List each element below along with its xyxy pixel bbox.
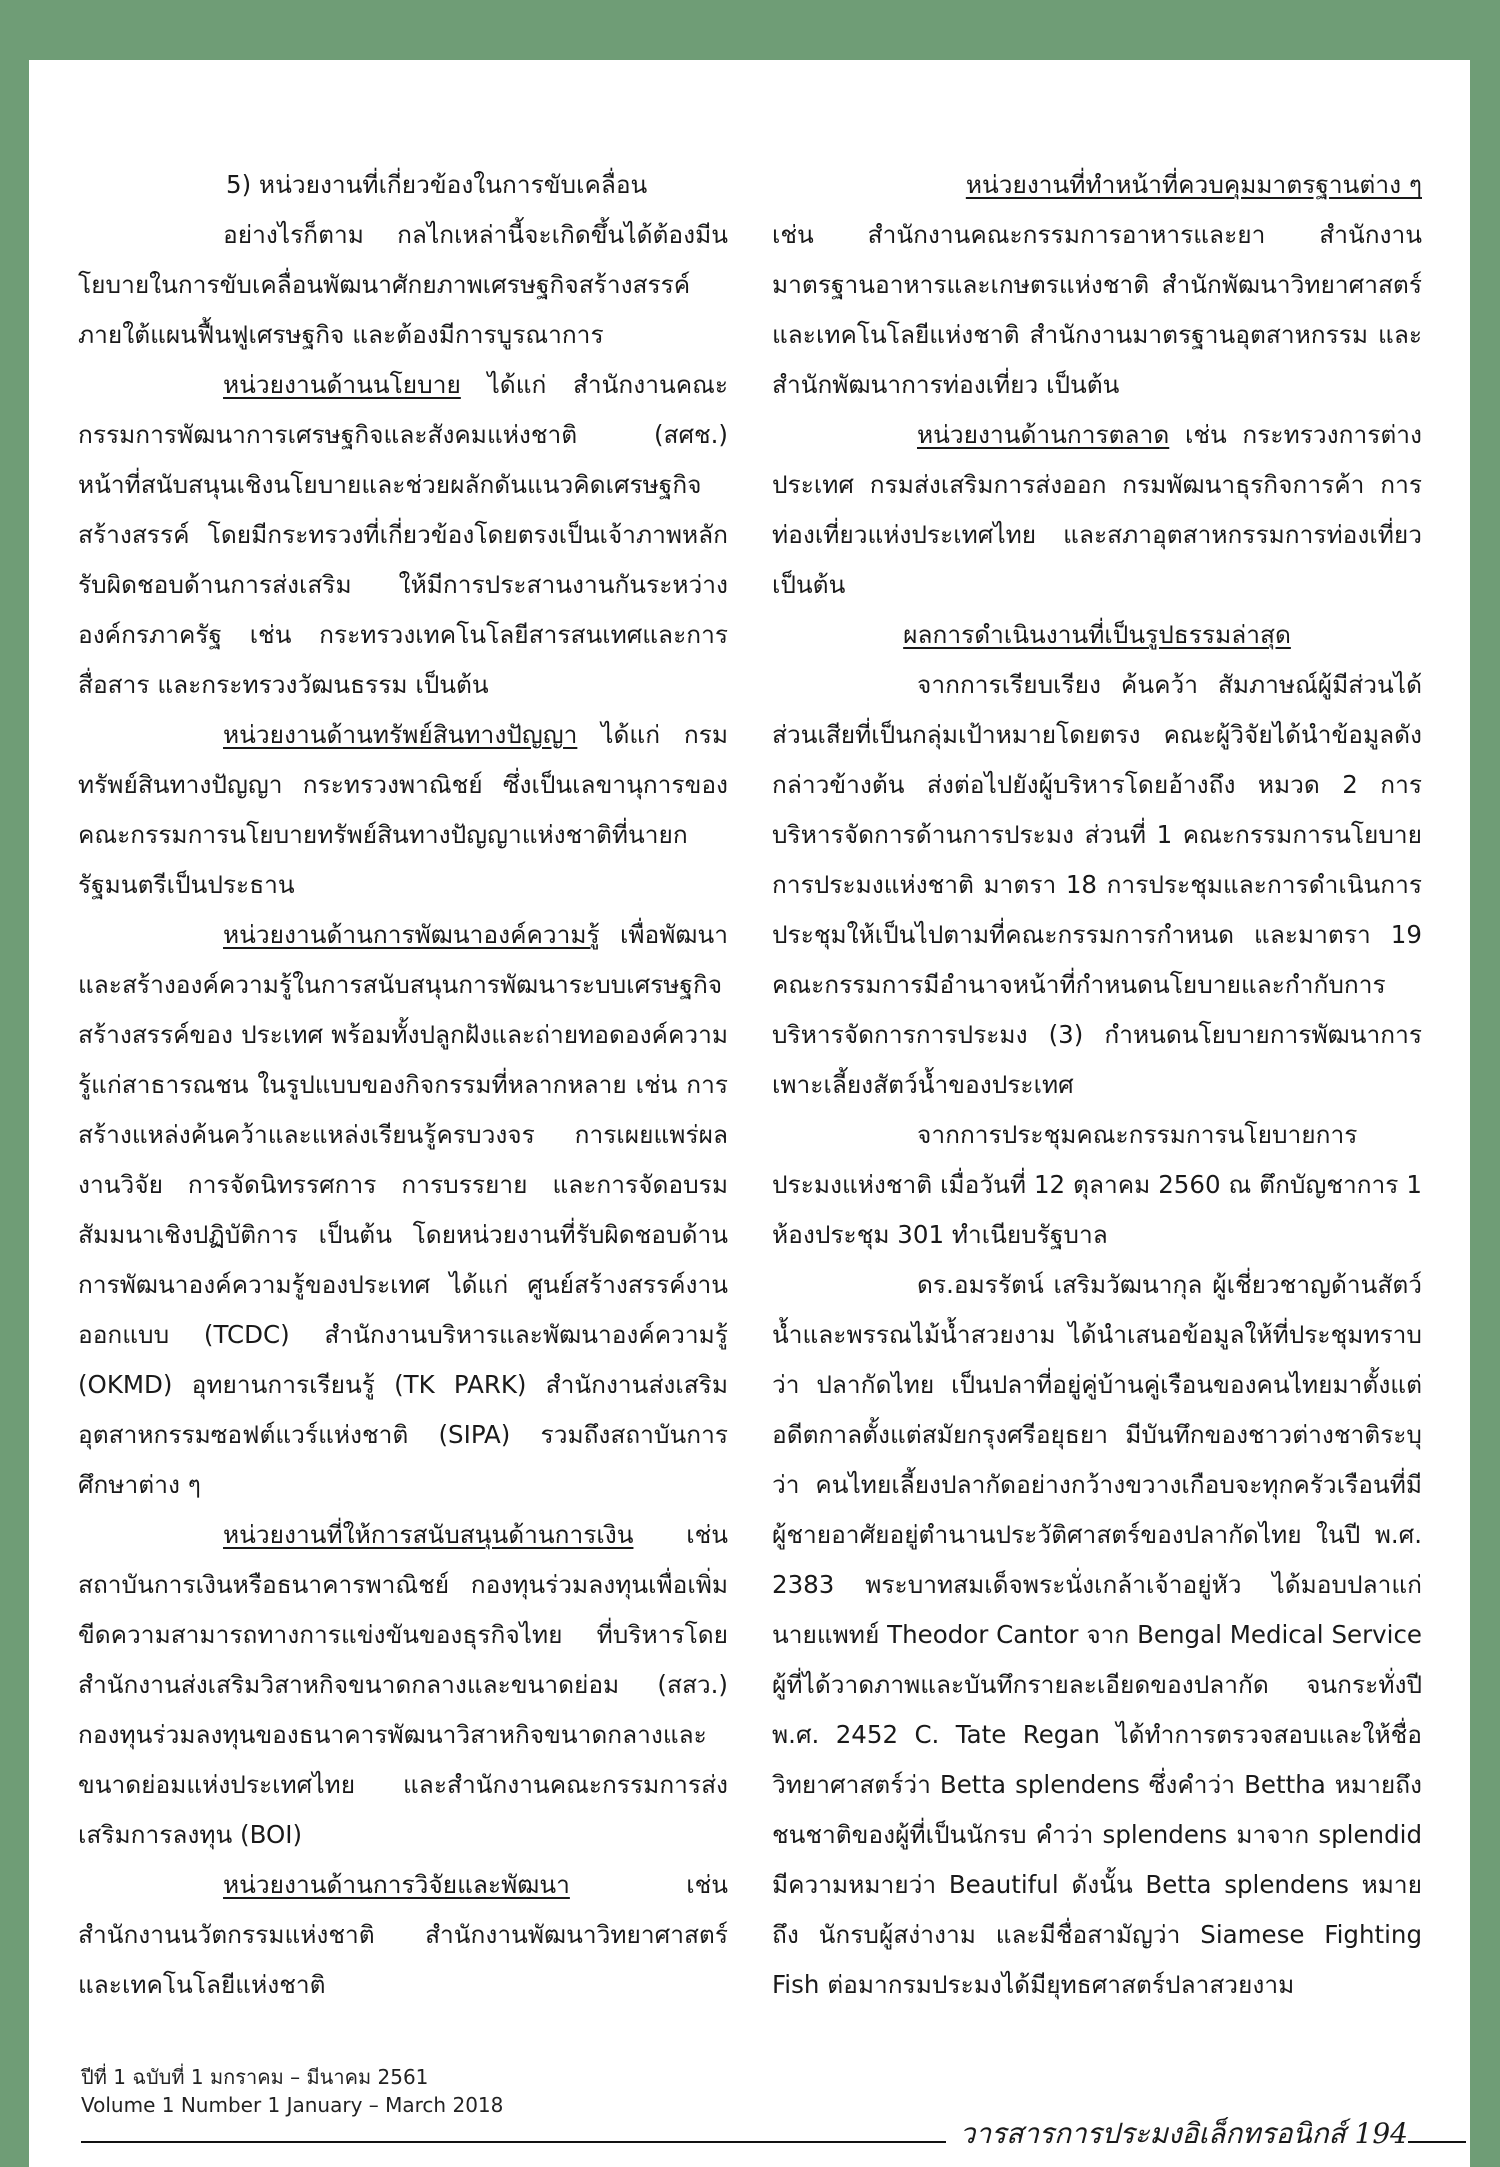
paragraph-text: เช่น สำนักงานนวัตกรรมแห่งชาติ สำนักงานพัฒนาวิทยาศาสตร์และเทคโนโลยีแห่งชาติ xyxy=(78,1870,728,1999)
inline-heading: หน่วยงานด้านการพัฒนาองค์ความรู้ xyxy=(223,920,600,949)
body-paragraph: จากการประชุมคณะกรรมการนโยบายการประมงแห่งชาติ เมื่อวันที่ 12 ตุลาคม 2560 ณ ตึกบัญชาการ 1 ห้องประชุม 301 ทำเนียบรัฐบาล xyxy=(772,1120,1422,1249)
paragraph-text: เช่น สถาบันการเงินหรือธนาคารพาณิชย์ กองทุนร่วมลงทุนเพื่อเพิ่มขีดความสามารถทางการแข่งขันของธุรกิจไทย ที่บริหารโดยสำนักงานส่งเสริมวิสาหกิจขนาดกลางและขนาดย่อม (สสว.) กองทุนร่วมลงทุนของธนาคารพัฒนาวิสาหกิจขนาดกลางและขนาดย่อมแห่งประเทศไทย และสำนักงานคณะกรรมการส่งเสริมการลงทุน (BOI) xyxy=(78,1520,728,1849)
heading-paragraph xyxy=(772,410,1422,610)
paragraph-text: ได้แก่ สำนักงานคณะกรรมการพัฒนาการเศรษฐกิจและสังคมแห่งชาติ (สศช.) หน้าที่สนับสนุนเชิงนโยบายและช่วยผลักดันแนวคิดเศรษฐกิจสร้างสรรค์ โดยมีกระทรวงที่เกี่ยวข้องโดยตรงเป็นเจ้าภาพหลักรับผิดชอบด้านการส่งเสริม ให้มีการประสานงานกันระหว่างองค์กรภาครัฐ เช่น กระทรวงเทคโนโลยีสารสนเทศและการสื่อสาร และกระทรวงวัฒนธรรม เป็นต้น xyxy=(78,370,728,699)
section-heading-text: ผลการดำเนินงานที่เป็นรูปธรรมล่าสุด xyxy=(903,620,1291,649)
inline-heading: หน่วยงานที่ให้การสนับสนุนด้านการเงิน xyxy=(223,1520,634,1549)
section-heading-text: หน่วยงานที่ทำหน้าที่ควบคุมมาตรฐานต่าง ๆ xyxy=(965,170,1422,199)
footer-issue-thai: ปีที่ 1 ฉบับที่ 1 มกราคม – มีนาคม 2561 xyxy=(81,2065,429,2089)
paragraph-text: ได้แก่ กรมทรัพย์สินทางปัญญา กระทรวงพาณิชย์ ซึ่งเป็นเลขานุการของคณะกรรมการนโยบายทรัพย์สินทางปัญญาแห่งชาติที่นายก รัฐมนตรีเป็นประธาน xyxy=(78,720,728,899)
body-paragraph: ดร.อมรรัตน์ เสริมวัฒนากุล ผู้เชี่ยวชาญด้านสัตว์น้ำและพรรณไม้น้ำสวยงาม ได้นำเสนอข้อมูลให้ที่ประชุมทราบว่า ปลากัดไทย เป็นปลาที่อยู่คู่บ้านคู่เรือนของคนไทยมาตั้งแต่อดีตกาลตั้งแต่สมัยกรุงศรีอยุธยา มีบันทึกของชาวต่างชาติระบุว่า คนไทยเลี้ยงปลากัดอย่างกว้างขวางเกือบจะทุกครัวเรือนที่มีผู้ชายอาศัยอยู่ตำนานประวัติศาสตร์ของปลากัดไทย ในปี พ.ศ. 2383 พระบาทสมเด็จพระนั่งเกล้าเจ้าอยู่หัว ได้มอบปลาแก่ นายแพทย์ Theodor Cantor จาก Bengal Medical Service ผู้ที่ได้วาดภาพและบันทึกรายละเอียดของปลากัด จนกระทั่งปี พ.ศ. 2452 C. Tate Regan ได้ทำการตรวจสอบและให้ชื่อวิทยาศาสตร์ว่า Betta splendens ซึ่งคำว่า Bettha หมายถึง ชนชาติของผู้ที่เป็นนักรบ คำว่า splendens มาจาก splendid มีความหมายว่า Beautiful ดังนั้น Betta splendens หมายถึง นักรบผู้สง่างาม และมีชื่อสามัญว่า Siamese Fighting Fish ต่อมากรมประมงได้มียุทธศาสตร์ปลาสวยงาม xyxy=(772,1270,1422,1999)
heading-paragraph xyxy=(78,910,728,1510)
paragraph-text: เพื่อพัฒนาและสร้างองค์ความรู้ในการสนับสนุนการพัฒนาระบบเศรษฐกิจสร้างสรรค์ของ ประเทศ พร้อมทั้งปลูกฝังและถ่ายทอดองค์ความรู้แก่สาธารณชน ในรูปแบบของกิจกรรมที่หลากหลาย เช่น การสร้างแหล่งค้นคว้าและแหล่งเรียนรู้ครบวงจร การเผยแพร่ผลงานวิจัย การจัดนิทรรศการ การบรรยาย และการจัดอบรมสัมมนาเชิงปฏิบัติการ เป็นต้น โดยหน่วยงานที่รับผิดชอบด้านการพัฒนาองค์ความรู้ของประเทศ ได้แก่ ศูนย์สร้างสรรค์งานออกแบบ (TCDC) สำนักงานบริหารและพัฒนาองค์ความรู้ (OKMD) อุทยานการเรียนรู้ (TK PARK) สำนักงานส่งเสริมอุตสาหกรรมซอฟต์แวร์แห่งชาติ (SIPA) รวมถึงสถาบันการศึกษาต่าง ๆ xyxy=(78,920,728,1499)
heading-paragraph xyxy=(78,1510,728,1860)
heading-paragraph xyxy=(78,360,728,710)
journal-page xyxy=(29,60,1470,2167)
body-paragraph: เช่น สำนักงานคณะกรรมการอาหารและยา สำนักงานมาตรฐานอาหารและเกษตรแห่งชาติ สำนักพัฒนาวิทยาศาสตร์และเทคโนโลยีแห่งชาติ สำนักงานมาตรฐานอุตสาหกรรม และสำนักพัฒนาการท่องเที่ยว เป็นต้น xyxy=(772,220,1422,399)
inline-heading: หน่วยงานด้านการวิจัยและพัฒนา xyxy=(223,1870,570,1899)
body-paragraph: อย่างไรก็ตาม กลไกเหล่านี้จะเกิดขึ้นได้ต้องมีนโยบายในการขับเคลื่อนพัฒนาศักยภาพเศรษฐกิจสร้างสรรค์ภายใต้แผนฟื้นฟูเศรษฐกิจ และต้องมีการบูรณาการ xyxy=(78,220,728,349)
footer-issue xyxy=(81,2063,503,2119)
inline-heading: หน่วยงานด้านนโยบาย xyxy=(223,370,461,399)
left-column xyxy=(78,160,728,2010)
section-heading xyxy=(772,160,1422,210)
footer-journal-page: วารสารการประมงอิเล็กทรอนิกส์ 194 xyxy=(946,2112,1408,2156)
inline-heading: หน่วยงานด้านการตลาด xyxy=(917,420,1170,449)
inline-heading: หน่วยงานด้านทรัพย์สินทางปัญญา xyxy=(223,720,578,749)
right-column xyxy=(772,160,1422,2010)
footer-issue-english: Volume 1 Number 1 January – March 2018 xyxy=(81,2093,504,2117)
numbered-item: 5) หน่วยงานที่เกี่ยวข้องในการขับเคลื่อน xyxy=(226,170,648,199)
heading-paragraph xyxy=(78,1860,728,2010)
paragraph-text: เช่น กระทรวงการต่างประเทศ กรมส่งเสริมการส่งออก กรมพัฒนาธุรกิจการค้า การท่องเที่ยวแห่งประเทศไทย และสภาอุตสาหกรรมการท่องเที่ยว เป็นต้น xyxy=(772,420,1422,599)
section-heading xyxy=(772,610,1422,660)
body-paragraph: จากการเรียบเรียง ค้นคว้า สัมภาษณ์ผู้มีส่วนได้ส่วนเสียที่เป็นกลุ่มเป้าหมายโดยตรง คณะผู้วิจัยได้นำข้อมูลดังกล่าวข้างต้น ส่งต่อไปยังผู้บริหารโดยอ้างถึง หมวด 2 การบริหารจัดการด้านการประมง ส่วนที่ 1 คณะกรรมการนโยบายการประมงแห่งชาติ มาตรา 18 การประชุมและการดำเนินการประชุมให้เป็นไปตามที่คณะกรรมการกำหนด และมาตรา 19 คณะกรรมการมีอำนาจหน้าที่กำหนดนโยบายและกำกับการบริหารจัดการการประมง (3) กำหนดนโยบายการพัฒนาการเพาะเลี้ยงสัตว์น้ำของประเทศ xyxy=(772,670,1422,1099)
heading-paragraph xyxy=(78,710,728,910)
